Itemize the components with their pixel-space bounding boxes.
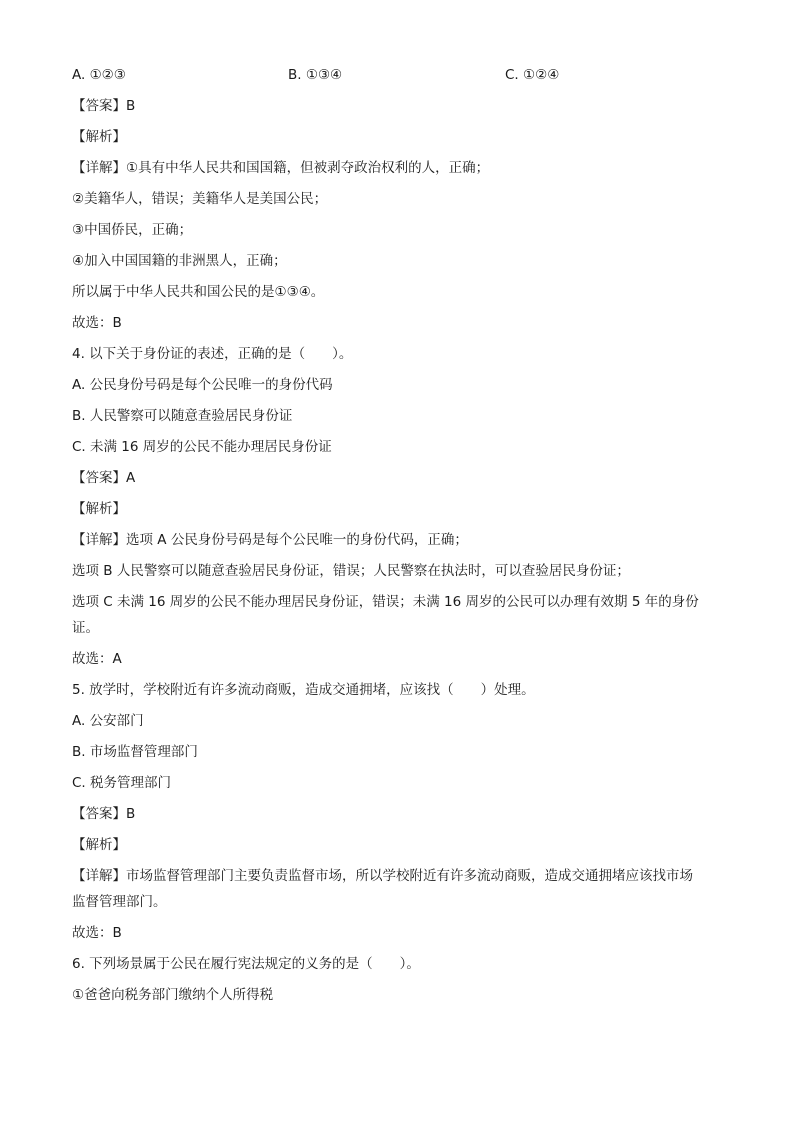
q4-question: 4. 以下关于身份证的表述，正确的是（ ）。: [72, 346, 353, 362]
q3-choice: 故选：B: [72, 315, 122, 331]
document-page: [72, 64, 732, 1015]
q3-options: [72, 64, 732, 95]
q5-analysis-label: 【解析】: [72, 837, 126, 853]
q4-analysis-label: 【解析】: [72, 501, 126, 517]
q6-question: 6. 下列场景属于公民在履行宪法规定的义务的是（ ）。: [72, 956, 420, 972]
q6-item-1: ①爸爸向税务部门缴纳个人所得税: [72, 987, 274, 1003]
q4-detail: 【详解】选项 A 公民身份号码是每个公民唯一的身份代码，正确；: [72, 532, 468, 548]
q3-conclusion: 所以属于中华人民共和国公民的是①③④。: [72, 284, 325, 300]
q4-answer: 【答案】A: [72, 470, 136, 486]
q5-question: 5. 放学时，学校附近有许多流动商贩，造成交通拥堵，应该找（ ）处理。: [72, 682, 535, 698]
q4-option-b: B. 人民警察可以随意查验居民身份证: [72, 408, 293, 424]
q4-detail-line-3-cont: 证。: [72, 620, 99, 636]
q3-detail: 【详解】①具有中华人民共和国国籍，但被剥夺政治权利的人，正确；: [72, 160, 490, 176]
q4-option-c: C. 未满 16 周岁的公民不能办理居民身份证: [72, 439, 332, 455]
q3-analysis-label: 【解析】: [72, 129, 126, 145]
q5-answer: 【答案】B: [72, 806, 136, 822]
q5-option-c: C. 税务管理部门: [72, 775, 172, 791]
q5-detail-cont: 监督管理部门。: [72, 894, 167, 910]
q5-detail: 【详解】市场监督管理部门主要负责监督市场，所以学校附近有许多流动商贩，造成交通拥堵应该找市场: [72, 868, 693, 884]
q5-option-a: A. 公安部门: [72, 713, 144, 729]
q3-answer: 【答案】B: [72, 98, 136, 114]
q3-option-c: C. ①②④: [505, 67, 560, 83]
q4-option-a: A. 公民身份号码是每个公民唯一的身份代码: [72, 377, 333, 393]
q3-option-b: B. ①③④: [288, 67, 343, 83]
q3-option-a: A. ①②③: [72, 67, 126, 83]
q5-choice: 故选：B: [72, 925, 122, 941]
q5-option-b: B. 市场监督管理部门: [72, 744, 198, 760]
q4-detail-line-3: 选项 C 未满 16 周岁的公民不能办理居民身份证，错误；未满 16 周岁的公民可以办理有效期 5 年的身份: [72, 594, 699, 610]
q3-detail-line-4: ④加入中国国籍的非洲黑人，正确；: [72, 253, 287, 269]
q4-detail-line-2: 选项 B 人民警察可以随意查验居民身份证，错误；人民警察在执法时，可以查验居民身份证；: [72, 563, 630, 579]
q3-detail-line-2: ②美籍华人，错误；美籍华人是美国公民；: [72, 191, 328, 207]
q3-detail-line-3: ③中国侨民，正确；: [72, 222, 193, 238]
q4-choice: 故选：A: [72, 651, 122, 667]
